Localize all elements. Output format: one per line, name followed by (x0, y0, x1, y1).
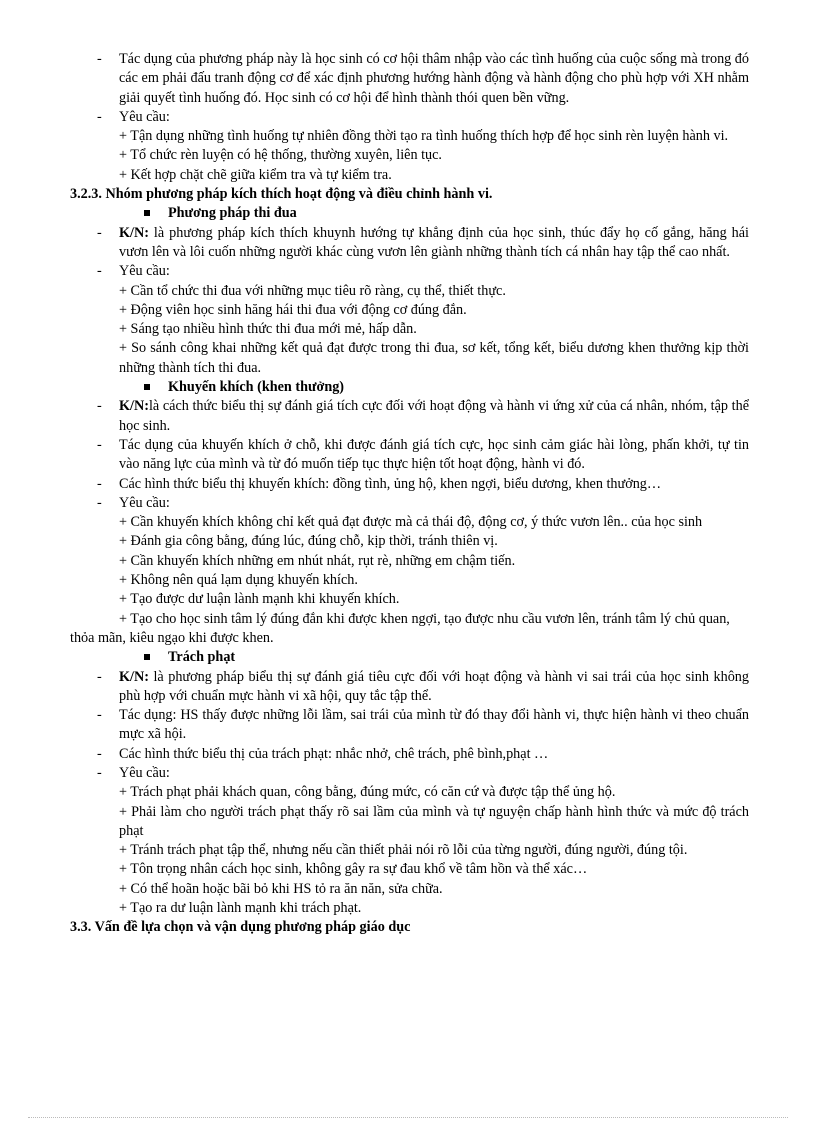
requirement-item: + Sáng tạo nhiều hình thức thi đua mới mẻ, hấp dẫn. (119, 321, 417, 338)
dash-marker: - (97, 224, 102, 241)
list-item (0, 108, 816, 127)
dash-marker: - (97, 764, 102, 781)
document-page (0, 50, 816, 938)
square-bullet-icon (144, 384, 150, 390)
list-item (0, 475, 816, 494)
list-item (0, 706, 816, 745)
definition-paragraph: K/N:là cách thức biểu thị sự đánh giá tích cực đối với hoạt động và hành vi ứng xử của cá nhân, nhóm, tập thể học sinh. (119, 398, 749, 434)
forms-paragraph: Các hình thức biểu thị của trách phạt: nhắc nhở, chê trách, phê bình,phạt … (119, 745, 549, 762)
section-heading: 3.2.3. Nhóm phương pháp kích thích hoạt động và điều chỉnh hành vi. (70, 186, 493, 203)
section-heading: 3.3. Vấn đề lựa chọn và vận dụng phương pháp giáo dục (70, 919, 411, 936)
list-item (0, 50, 816, 108)
requirement-item: + Đánh gia công bằng, đúng lúc, đúng chỗ, kịp thời, tránh thiên vị. (119, 533, 498, 550)
list-item (0, 745, 816, 764)
requirement-item: + Tạo ra dư luận lành mạnh khi trách phạt. (119, 900, 362, 917)
requirement-item: + Tận dụng những tình huống tự nhiên đồng thời tạo ra tình huống thích hợp để học sinh rèn luyện hành vi. (119, 128, 729, 145)
requirement-item: + Trách phạt phải khách quan, công bằng, đúng mức, có căn cứ và được tập thể ủng hộ. (119, 784, 616, 801)
subsection-title: Khuyến khích (khen thưởng) (0, 378, 816, 397)
requirement-item: + Động viên học sinh hăng hái thi đua với động cơ đúng đắn. (119, 301, 467, 318)
list-item (0, 397, 816, 436)
effect-paragraph: Tác dụng của khuyến khích ở chỗ, khi được đánh giá tích cực, học sinh cảm giác hài lòng, phấn khởi, tự tin vào năng lực của mình và từ đó muốn tiếp tục thực hiện tốt hoạt động, hành vi đó. (119, 436, 749, 473)
list-item (0, 764, 816, 783)
definition-paragraph: K/N: là phương pháp biểu thị sự đánh giá tiêu cực đối với hoạt động và hành vi sai trái của học sinh không phù hợp với chuẩn mực hành vi xã hội, quy tắc tập thể. (119, 668, 749, 704)
paragraph-effect: Tác dụng của phương pháp này là học sinh có cơ hội thâm nhập vào các tình huống của cuộc sống mà trong đó các em phải đấu tranh động cơ để xác định phương hướng hành động và hành động cho phù hợp với XH nhằm giải quyết tình huống đó. Học sinh có cơ hội để hình thành thói quen bền vững. (119, 51, 749, 106)
square-bullet-icon (144, 210, 150, 216)
definition-paragraph: K/N: là phương pháp kích thích khuynh hướng tự khẳng định của học sinh, thúc đẩy họ cố gắng, hăng hái vươn lên và lôi cuốn những người khác cùng vươn lên giành những thành tích cá nhân hay tập thể cao nhất. (119, 224, 749, 260)
requirement-item: + Kết hợp chặt chẽ giữa kiểm tra và tự kiểm tra. (119, 166, 392, 183)
requirement-item: + Cần khuyến khích không chỉ kết quả đạt được mà cả thái độ, động cơ, ý thức vươn lên.. của học sinh (119, 514, 703, 531)
requirements-label: Yêu cầu: (119, 263, 170, 280)
square-bullet-icon (144, 654, 150, 660)
list-item (0, 436, 816, 475)
requirement-item: + Có thể hoãn hoặc bãi bỏ khi HS tỏ ra ăn năn, sửa chữa. (119, 880, 443, 897)
subsection-title: Phương pháp thi đua (0, 204, 816, 223)
dash-marker: - (97, 108, 102, 125)
requirement-item: + So sánh công khai những kết quả đạt được trong thi đua, sơ kết, tổng kết, biểu dương khen thưởng kịp thời những thành tích thi đua. (119, 340, 749, 376)
dash-marker: - (97, 707, 102, 724)
requirement-item: + Cần khuyến khích những em nhút nhát, rụt rè, những em chậm tiến. (119, 552, 516, 569)
dash-marker: - (97, 745, 102, 762)
requirement-item: + Tránh trách phạt tập thể, nhưng nếu cần thiết phải nói rõ lỗi của từng người, đúng người, đúng tội. (119, 842, 688, 859)
requirements-label: Yêu cầu: (119, 494, 170, 511)
requirement-item: + Tạo cho học sinh tâm lý đúng đắn khi được khen ngợi, tạo được nhu cầu vươn lên, tránh tâm lý chủ quan, thỏa mãn, kiêu ngạo khi được khen. (70, 610, 730, 646)
requirements-label: Yêu cầu: (119, 764, 170, 781)
list-item (0, 668, 816, 707)
requirement-item: + Tôn trọng nhân cách học sinh, không gây ra sự đau khổ về tâm hồn và thể xác… (119, 861, 588, 878)
dash-marker: - (97, 475, 102, 492)
dash-marker: - (97, 668, 102, 685)
requirement-item: + Tổ chức rèn luyện có hệ thống, thường xuyên, liên tục. (119, 147, 442, 164)
list-item (0, 494, 816, 513)
requirement-item: + Phải làm cho người trách phạt thấy rõ sai lầm của mình và tự nguyện chấp hành hình thức và mức độ trách phạt (119, 803, 749, 839)
effect-paragraph: Tác dụng: HS thấy được những lỗi lầm, sai trái của mình từ đó thay đổi hành vi, thực hiện hành vi theo chuẩn mực xã hội. (119, 707, 749, 743)
list-item (0, 262, 816, 281)
dash-marker: - (97, 51, 102, 67)
dash-marker: - (97, 436, 102, 453)
requirement-item: + Không nên quá lạm dụng khuyến khích. (119, 572, 358, 589)
requirements-label: Yêu cầu: (119, 108, 170, 125)
dash-marker: - (97, 263, 102, 280)
requirement-item: + Tạo được dư luận lành mạnh khi khuyến khích. (119, 591, 400, 608)
forms-paragraph: Các hình thức biểu thị khuyến khích: đồng tình, ủng hộ, khen ngợi, biểu dương, khen thưởng… (119, 475, 662, 492)
dash-marker: - (97, 494, 102, 511)
list-item (0, 224, 816, 263)
subsection-title: Trách phạt (0, 648, 816, 667)
page-footer-divider (28, 1117, 788, 1118)
dash-marker: - (97, 398, 102, 415)
requirement-item: + Cần tổ chức thi đua với những mục tiêu rõ ràng, cụ thể, thiết thực. (119, 282, 506, 299)
